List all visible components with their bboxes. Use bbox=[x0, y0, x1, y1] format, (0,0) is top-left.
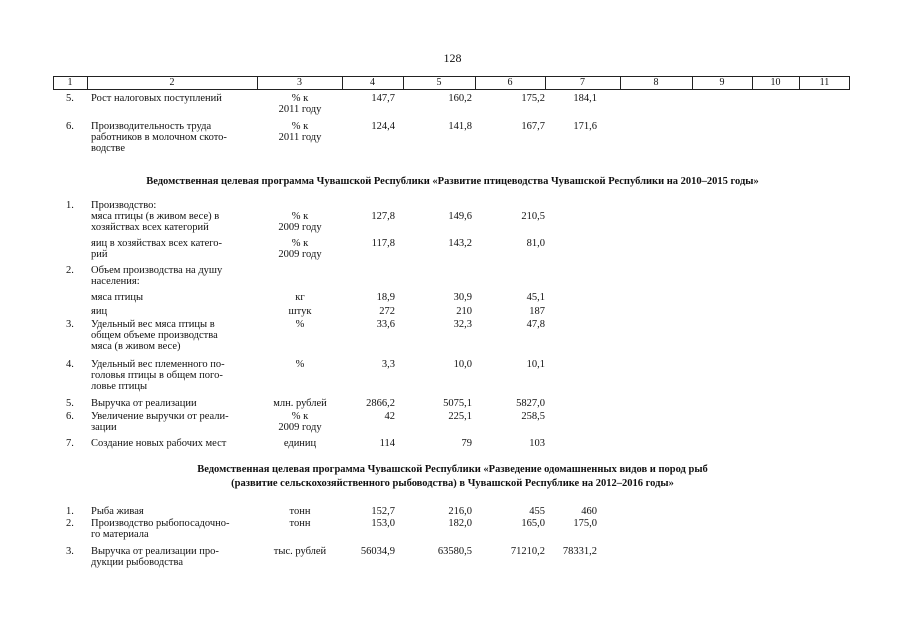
cell-v1: 153,0 bbox=[371, 518, 395, 529]
header-col-11: 11 bbox=[819, 77, 830, 88]
cell-num: 5. bbox=[66, 398, 74, 409]
cell-name: Выручка от реализации bbox=[91, 398, 197, 409]
cell-v1: 127,8 bbox=[371, 211, 395, 222]
cell-name: Производство: bbox=[91, 200, 157, 211]
cell-v1: 56034,9 bbox=[360, 546, 395, 557]
cell-v3: 175,2 bbox=[521, 93, 545, 104]
header-col-4: 4 bbox=[370, 77, 375, 88]
cell-v1: 272 bbox=[379, 306, 395, 317]
cell-v3: 210,5 bbox=[521, 211, 545, 222]
cell-unit: % к 2011 году bbox=[278, 121, 322, 143]
cell-v3: 167,7 bbox=[521, 121, 545, 132]
header-col-3: 3 bbox=[297, 77, 302, 88]
cell-num: 1. bbox=[66, 506, 74, 517]
header-col-5: 5 bbox=[436, 77, 442, 88]
cell-name: Производство рыбопосадочно- го материала bbox=[91, 518, 230, 540]
cell-v4: 460 bbox=[581, 506, 597, 517]
cell-v1: 33,6 bbox=[376, 319, 395, 330]
cell-num: 5. bbox=[66, 93, 74, 104]
header-col-7: 7 bbox=[580, 77, 585, 88]
cell-v1: 18,9 bbox=[376, 292, 395, 303]
cell-name: Производительность труда работников в молочном ското- водстве bbox=[91, 121, 227, 154]
header-col-8: 8 bbox=[653, 77, 659, 88]
cell-unit: % к 2009 году bbox=[278, 211, 322, 233]
cell-unit: млн. рублей bbox=[273, 398, 327, 409]
section-title-fish-line2: (развитие сельскохозяйственного рыбоводства) в Чувашской Республике на 2012–2016 годы» bbox=[231, 478, 674, 489]
cell-v1: 2866,2 bbox=[366, 398, 395, 409]
cell-v3: 103 bbox=[529, 438, 545, 449]
header-col-2: 2 bbox=[169, 77, 175, 88]
cell-v3: 455 bbox=[529, 506, 545, 517]
cell-v2: 182,0 bbox=[448, 518, 472, 529]
cell-v2: 149,6 bbox=[448, 211, 472, 222]
section-title-poultry: Ведомственная целевая программа Чувашской Республики «Развитие птицеводства Чувашской Республики на 2010–2015 годы» bbox=[146, 176, 759, 187]
cell-unit: штук bbox=[288, 306, 312, 317]
cell-unit: кг bbox=[295, 292, 305, 303]
cell-v2: 30,9 bbox=[453, 292, 472, 303]
cell-v2: 32,3 bbox=[453, 319, 472, 330]
page-number: 128 bbox=[443, 51, 462, 65]
cell-name: Рост налоговых поступлений bbox=[91, 93, 222, 104]
cell-name: Удельный вес племенного по- головья птицы в общем пого- ловье птицы bbox=[91, 359, 225, 392]
cell-v1: 117,8 bbox=[371, 238, 395, 249]
cell-unit: % bbox=[295, 359, 305, 370]
header-col-1: 1 bbox=[67, 77, 73, 88]
cell-name: Объем производства на душу населения: bbox=[91, 265, 223, 287]
cell-v2: 79 bbox=[461, 438, 472, 449]
cell-name: мяса птицы bbox=[91, 292, 144, 303]
cell-unit: % к 2011 году bbox=[278, 93, 322, 115]
cell-unit: тонн bbox=[289, 506, 311, 517]
cell-num: 7. bbox=[66, 438, 74, 449]
cell-v3: 10,1 bbox=[526, 359, 545, 370]
cell-num: 3. bbox=[66, 319, 74, 330]
cell-v2: 225,1 bbox=[448, 411, 472, 422]
cell-v4: 175,0 bbox=[573, 518, 597, 529]
cell-v1: 3,3 bbox=[381, 359, 395, 370]
header-col-9: 9 bbox=[719, 77, 725, 88]
cell-num: 2. bbox=[66, 265, 74, 276]
cell-v1: 152,7 bbox=[371, 506, 395, 517]
cell-name: Выручка от реализации про- дукции рыбоводства bbox=[91, 546, 219, 568]
cell-name: мяса птицы (в живом весе) в хозяйствах всех категорий bbox=[91, 211, 220, 233]
cell-v2: 63580,5 bbox=[437, 546, 472, 557]
cell-v1: 42 bbox=[384, 411, 395, 422]
cell-name: Увеличение выручки от реали- зации bbox=[91, 411, 229, 433]
cell-v3: 5827,0 bbox=[516, 398, 545, 409]
cell-v1: 147,7 bbox=[371, 93, 395, 104]
cell-v1: 114 bbox=[379, 438, 395, 449]
cell-num: 3. bbox=[66, 546, 74, 557]
cell-v2: 5075,1 bbox=[443, 398, 472, 409]
cell-v2: 160,2 bbox=[448, 93, 472, 104]
cell-v2: 10,0 bbox=[453, 359, 472, 370]
table-header bbox=[53, 76, 850, 90]
cell-unit: % к 2009 году bbox=[278, 411, 322, 433]
cell-unit: единиц bbox=[283, 438, 317, 449]
cell-num: 2. bbox=[66, 518, 74, 529]
cell-v3: 258,5 bbox=[521, 411, 545, 422]
cell-name: Создание новых рабочих мест bbox=[91, 438, 227, 449]
cell-name: яиц в хозяйствах всех катего- рий bbox=[91, 238, 223, 260]
cell-v1: 124,4 bbox=[371, 121, 395, 132]
cell-v3: 71210,2 bbox=[510, 546, 545, 557]
cell-num: 1. bbox=[66, 200, 74, 211]
cell-name: Рыба живая bbox=[91, 506, 144, 517]
cell-v2: 143,2 bbox=[448, 238, 472, 249]
cell-v2: 141,8 bbox=[448, 121, 472, 132]
cell-num: 4. bbox=[66, 359, 74, 370]
cell-v4: 78331,2 bbox=[562, 546, 597, 557]
cell-v2: 210 bbox=[456, 306, 472, 317]
cell-v4: 171,6 bbox=[573, 121, 597, 132]
cell-unit: % bbox=[295, 319, 305, 330]
cell-num: 6. bbox=[66, 411, 74, 422]
section-title-fish-line1: Ведомственная целевая программа Чувашской Республики «Разведение одомашненных видов и пород рыб bbox=[197, 464, 708, 475]
cell-name: яиц bbox=[91, 306, 108, 317]
cell-v4: 184,1 bbox=[573, 93, 597, 104]
cell-unit: тонн bbox=[289, 518, 311, 529]
cell-num: 6. bbox=[66, 121, 74, 132]
cell-v3: 47,8 bbox=[526, 319, 545, 330]
cell-v3: 81,0 bbox=[526, 238, 545, 249]
cell-unit: % к 2009 году bbox=[278, 238, 322, 260]
cell-v3: 165,0 bbox=[521, 518, 545, 529]
header-col-10: 10 bbox=[770, 77, 781, 88]
cell-name: Удельный вес мяса птицы в общем объеме производства мяса (в живом весе) bbox=[91, 319, 218, 352]
cell-unit: тыс. рублей bbox=[273, 546, 327, 557]
cell-v3: 187 bbox=[529, 306, 545, 317]
cell-v3: 45,1 bbox=[526, 292, 545, 303]
cell-v2: 216,0 bbox=[448, 506, 472, 517]
header-col-6: 6 bbox=[507, 77, 513, 88]
